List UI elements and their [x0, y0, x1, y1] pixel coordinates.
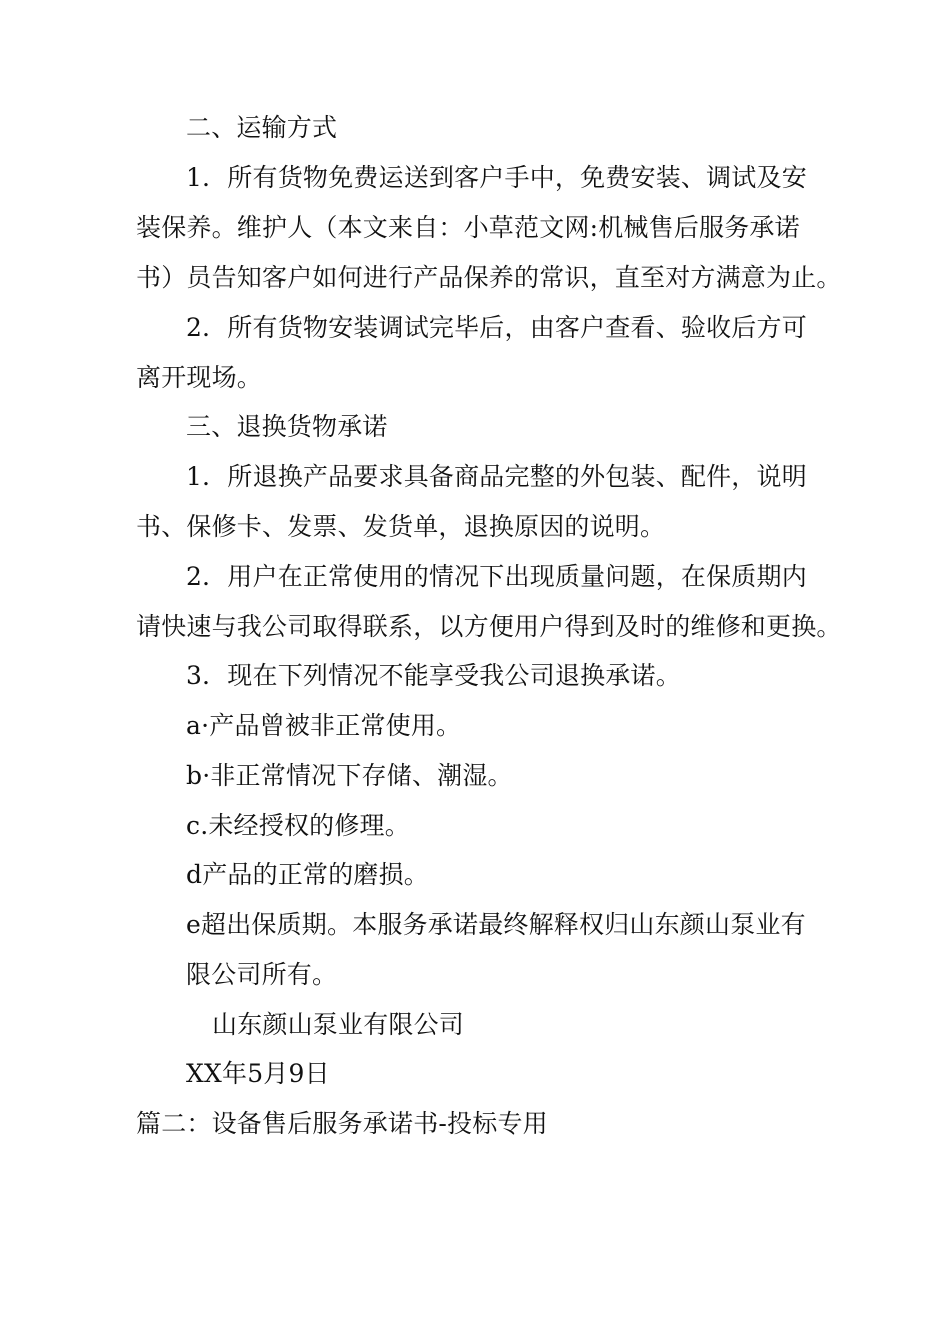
- section-transport-heading: 二、运输方式: [186, 113, 338, 142]
- transport-item1-line3: 书）员告知客户如何进行产品保养的常识，直至对方满意为止。: [136, 263, 842, 292]
- return-item2-line1: 2．用户在正常使用的情况下出现质量问题，在保质期内: [186, 562, 807, 591]
- return-item3: 3．现在下列情况不能享受我公司退换承诺。: [186, 661, 681, 690]
- transport-item1-line1: 1．所有货物免费运送到客户手中，免费安装、调试及安: [186, 163, 807, 192]
- return-item2-line2: 请快速与我公司取得联系，以方便用户得到及时的维修和更换。: [136, 612, 842, 641]
- transport-item2-line1: 2．所有货物安装调试完毕后，由客户查看、验收后方可: [186, 313, 807, 342]
- company-signature: 山东颜山泵业有限公司: [212, 1010, 465, 1039]
- sub-item-a: a·产品曾被非正常使用。: [186, 711, 462, 740]
- next-article-title: 篇二：设备售后服务承诺书-投标专用: [136, 1109, 548, 1138]
- sub-item-b: b·非正常情况下存储、潮湿。: [186, 761, 513, 790]
- transport-item2-line2: 离开现场。: [136, 363, 263, 392]
- return-item1-line1: 1．所退换产品要求具备商品完整的外包装、配件，说明: [186, 462, 807, 491]
- return-item1-line2: 书、保修卡、发票、发货单，退换原因的说明。: [136, 512, 666, 541]
- section-return-heading: 三、退换货物承诺: [186, 412, 388, 441]
- sub-item-e-line2: 限公司所有。: [186, 960, 338, 989]
- sub-item-c: c.未经授权的修理。: [186, 811, 410, 840]
- signature-date: XX年5月9日: [186, 1059, 330, 1088]
- transport-item1-line2: 装保养。维护人（本文来自：小草范文网:机械售后服务承诺: [136, 213, 800, 242]
- sub-item-d: d产品的正常的磨损。: [186, 860, 430, 889]
- sub-item-e-line1: e超出保质期。本服务承诺最终解释权归山东颜山泵业有: [186, 910, 806, 939]
